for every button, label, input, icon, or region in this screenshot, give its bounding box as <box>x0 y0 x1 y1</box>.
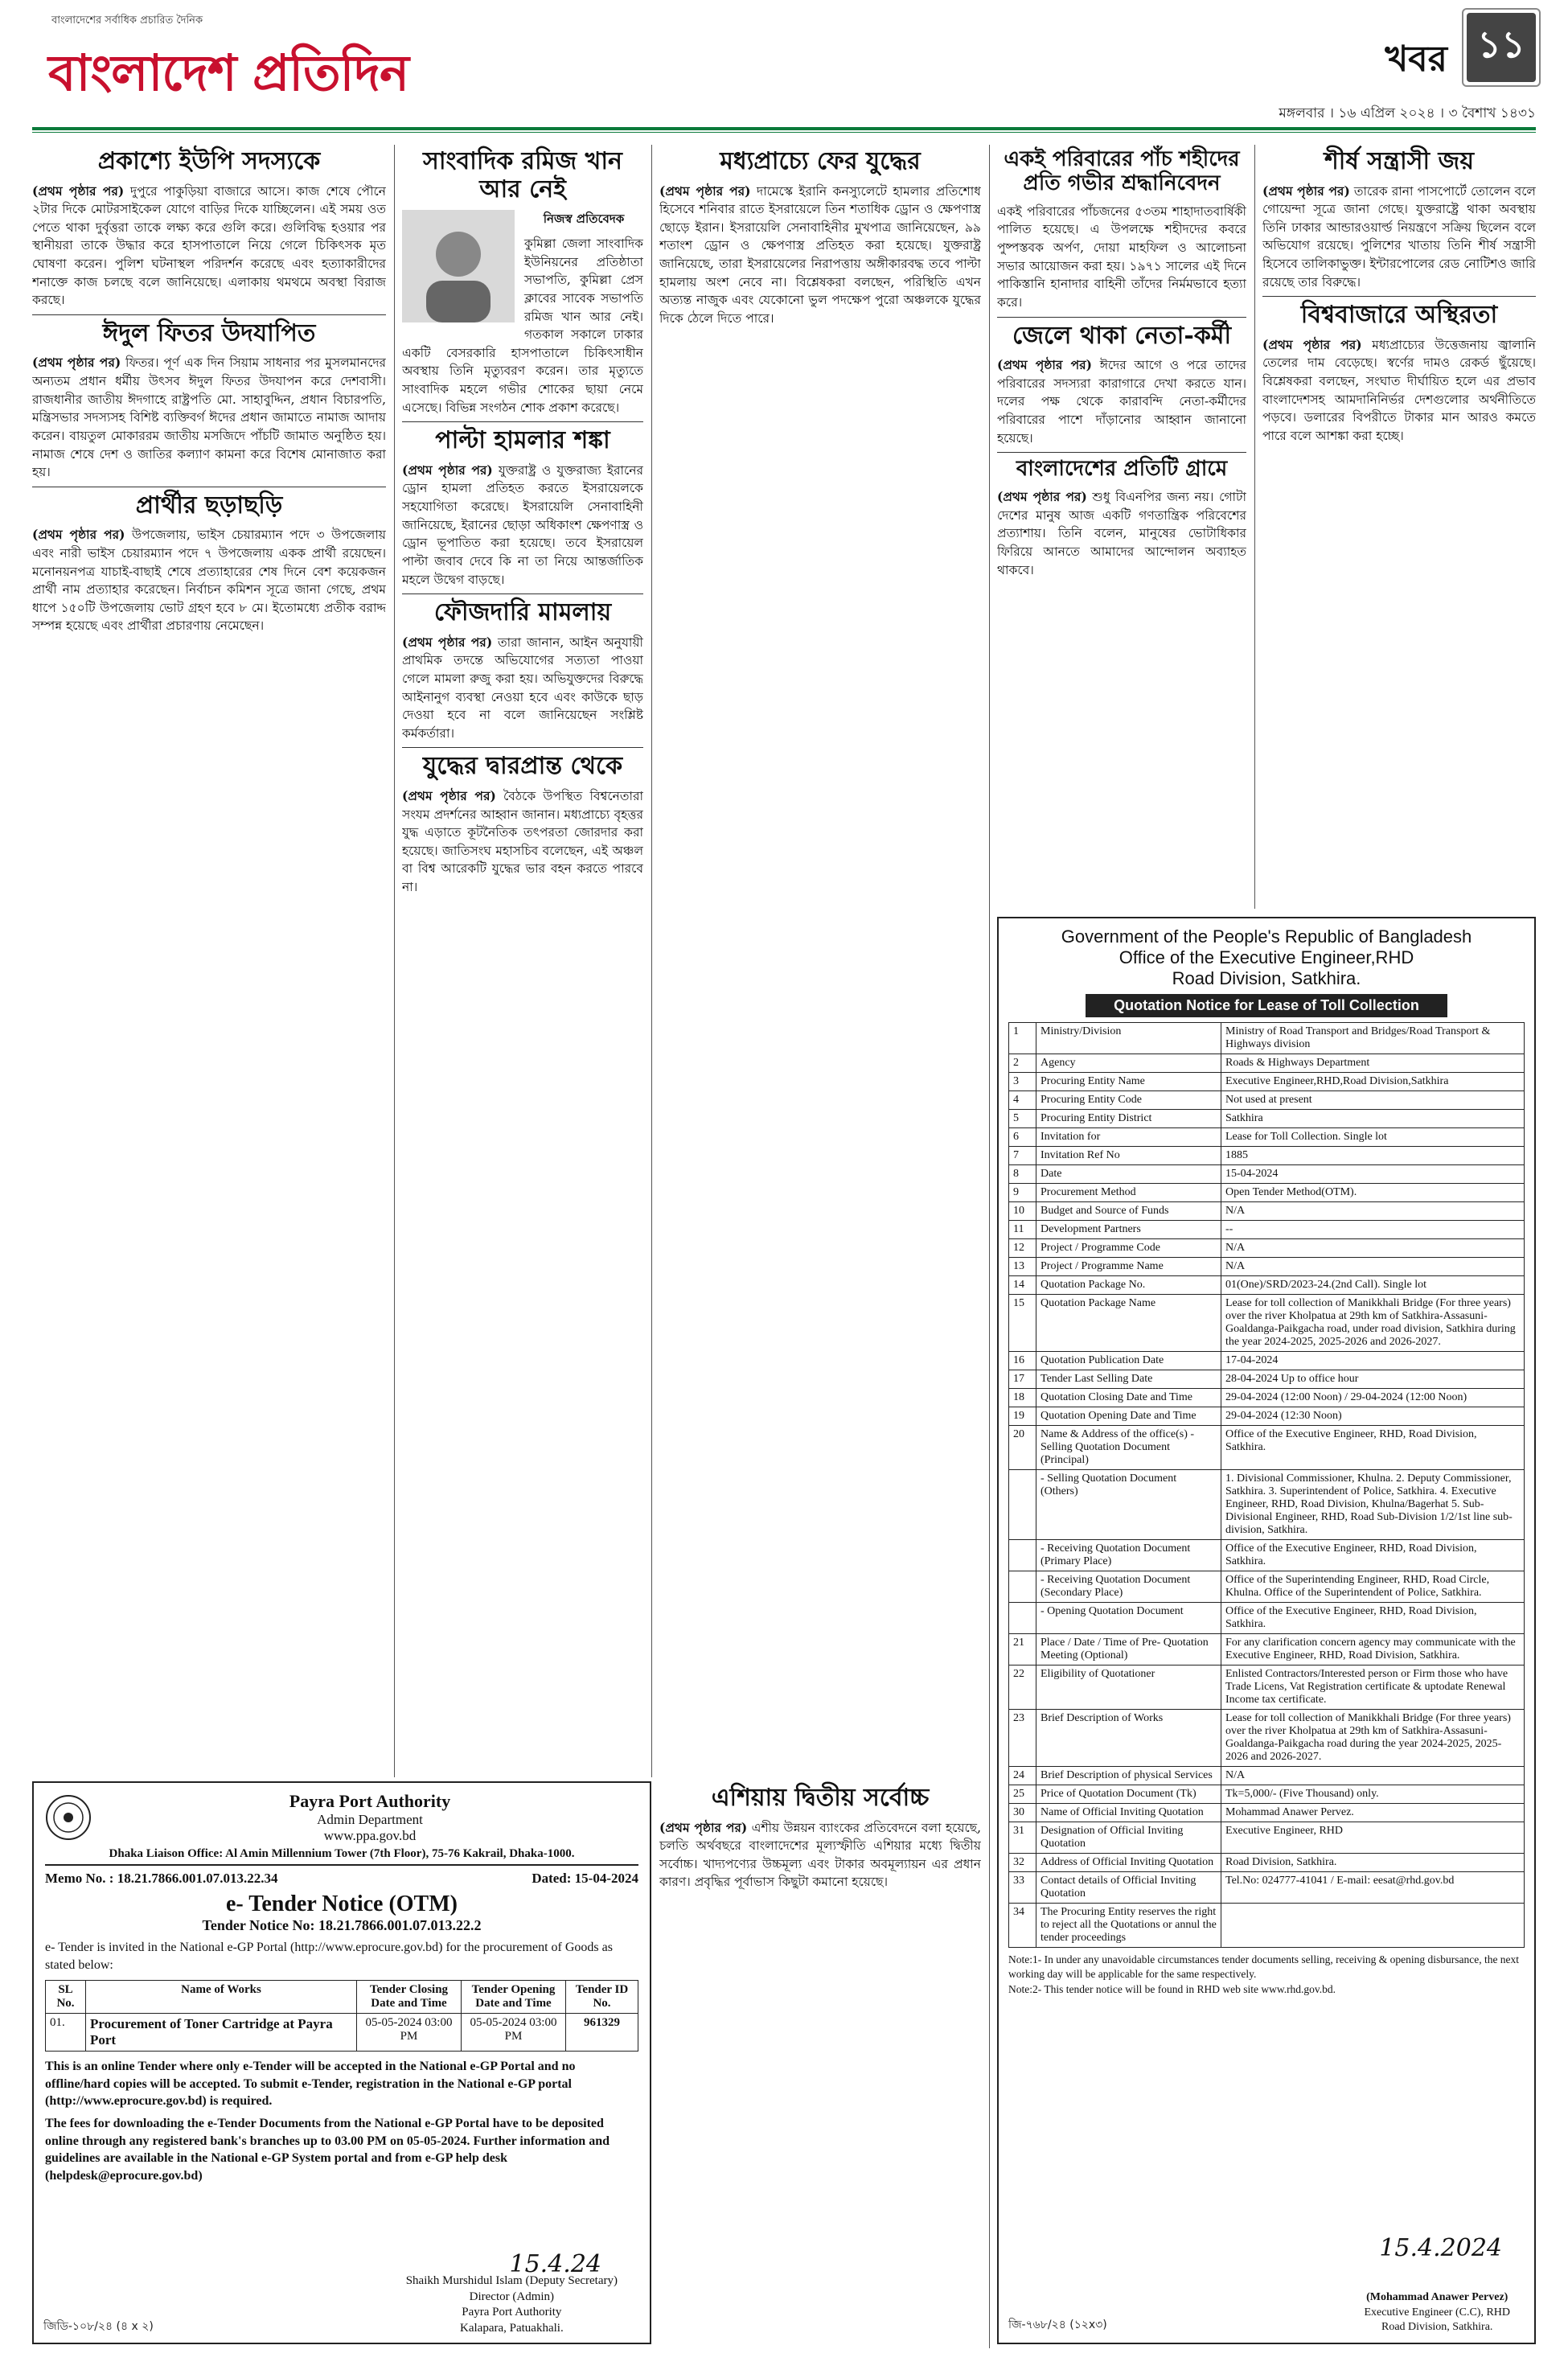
cell: N/A <box>1221 1239 1525 1258</box>
headline: যুদ্ধের দ্বারপ্রান্ত থেকে <box>422 752 623 781</box>
logo-wordmark: বাংলাদেশ প্রতিদিন <box>48 43 408 102</box>
article-up-member[interactable] <box>32 148 386 310</box>
cell: 9 <box>1009 1184 1036 1202</box>
cell: 19 <box>1009 1407 1036 1426</box>
ad-code: জিডি-১০৮/২৪ (৪ x ২) <box>43 2320 154 2333</box>
cell: -- <box>1221 1221 1525 1239</box>
quotation-table <box>1008 1022 1525 1948</box>
ad-website-link[interactable]: www.ppa.gov.bd <box>323 1828 417 1843</box>
signature-date: 15.4.24 <box>509 2250 601 2278</box>
signer-block <box>1364 2290 1510 2335</box>
signer-name: (Mohammad Anawer Pervez) <box>1366 2291 1508 2304</box>
cell: Tk=5,000/- (Five Thousand) only. <box>1221 1785 1525 1804</box>
column-1 <box>32 145 386 1777</box>
cell: Procurement Method <box>1036 1184 1221 1202</box>
article-body: ঈদের আগে ও পরে তাদের পরিবারের সদস্যরা কারাগারে দেখা করতে যান। দলের পক্ষ থেকে কারাবন্দি নেতা-কর্মীদের পরিবারের পাশে দাঁড়ানোর আহ্বান জানানো হয়েছে। <box>997 358 1246 446</box>
cell: Roads & Highways Department <box>1221 1054 1525 1073</box>
table-row <box>1009 1110 1525 1128</box>
cell: Project / Programme Name <box>1036 1258 1221 1276</box>
col-header: Name of Works <box>86 1981 357 2014</box>
cell: Brief Description of physical Services <box>1036 1767 1221 1785</box>
cell: 32 <box>1009 1854 1036 1872</box>
table-row <box>1009 1804 1525 1822</box>
col-header: Tender Closing Date and Time <box>357 1981 462 2014</box>
cell: 29-04-2024 (12:30 Noon) <box>1221 1407 1525 1426</box>
table-row <box>1009 1276 1525 1295</box>
table-row <box>1009 1540 1525 1571</box>
cell <box>1009 1603 1036 1634</box>
logo-tagline: বাংলাদেশের সর্বাধিক প্রচারিত দৈনিক <box>51 14 203 27</box>
signer-place: Road Division, Satkhira. <box>1381 2320 1493 2333</box>
divider <box>402 421 643 422</box>
cell: Procuring Entity District <box>1036 1110 1221 1128</box>
cell: 33 <box>1009 1872 1036 1904</box>
cell: 16 <box>1009 1352 1036 1370</box>
cell: Date <box>1036 1165 1221 1184</box>
cell: 1 <box>1009 1023 1036 1054</box>
cell: N/A <box>1221 1258 1525 1276</box>
cell: 22 <box>1009 1665 1036 1710</box>
masthead <box>0 0 1568 145</box>
article-body: একই পরিবারের পাঁচজনের ৫৩তম শাহাদাতবার্ষিকী পালিত হয়েছে। এ উপলক্ষে শহীদদের কবরে পুষ্পস্তবক অর্পণ, দোয়া মাহফিল ও আলোচনা সভার আয়োজন করা হয়। ১৯৭১ সালের এই দিনে পাকিস্তানি হানাদার বাহিনী তাঁদের নির্মমভাবে হত্যা করে। <box>997 203 1246 310</box>
headline: জেলে থাকা নেতা-কর্মী <box>1012 321 1232 350</box>
table-row <box>1009 1665 1525 1710</box>
headline: প্রকাশ্যে ইউপি সদস্যকে <box>97 147 321 175</box>
divider <box>32 314 386 315</box>
table-row <box>1009 1258 1525 1276</box>
ad-office: Office of the Executive Engineer,RHD <box>1119 947 1414 967</box>
table-row <box>1009 1128 1525 1147</box>
signature-date: 15.4.2024 <box>1379 2234 1502 2262</box>
ad-header <box>45 1791 638 1844</box>
article-obituary[interactable] <box>402 148 643 417</box>
article-village[interactable] <box>997 458 1246 579</box>
cell <box>1009 1540 1036 1571</box>
continuation-label: (প্রথম পৃষ্ঠার পর) <box>402 787 496 803</box>
column-5 <box>1262 145 1536 909</box>
cell: 18 <box>1009 1389 1036 1407</box>
cell: Brief Description of Works <box>1036 1710 1221 1767</box>
article-candidate[interactable] <box>32 492 386 635</box>
article-body: যুক্তরাষ্ট্র ও যুক্তরাজ্য ইরানের ড্রোন হামলা প্রতিহত করতে ইসরায়েলকে সহযোগিতা করেছে। ইসরায়েলি সেনাবাহিনী জানিয়েছে, ইরানের ছোড়া অধিকাংশ ক্ষেপণাস্ত্র ও ড্রোন ভূপাতিত করা হয়েছে। তবে ইসরায়েল পাল্টা জবাব দেবে কি না তা নিয়ে আন্তর্জাতিক মহলে উদ্বেগ বাড়ছে। <box>402 462 643 587</box>
ad-dept: Admin Department <box>317 1812 423 1827</box>
memo-number: Memo No. : 18.21.7866.001.07.013.22.34 <box>45 1871 278 1886</box>
cell: Executive Engineer,RHD,Road Division,Satkhira <box>1221 1073 1525 1091</box>
masthead-rule <box>32 127 1536 130</box>
table-row <box>1009 1239 1525 1258</box>
continuation-label: (প্রথম পৃষ্ঠার পর) <box>32 527 125 543</box>
cell: Price of Quotation Document (Tk) <box>1036 1785 1221 1804</box>
cell: Invitation Ref No <box>1036 1147 1221 1165</box>
column-divider <box>394 145 395 1777</box>
cell: Eligibility of Quotationer <box>1036 1665 1221 1710</box>
table-row <box>1009 1147 1525 1165</box>
cell: Procuring Entity Name <box>1036 1073 1221 1091</box>
cell: Designation of Official Inviting Quotation <box>1036 1822 1221 1854</box>
cell: Open Tender Method(OTM). <box>1221 1184 1525 1202</box>
table-row <box>1009 1767 1525 1785</box>
cell: Procurement of Toner Cartridge at Payra Port <box>86 2014 357 2052</box>
tender-note-2: The fees for downloading the e-Tender Documents from the National e-GP Portal have to be deposited online through any registered bank's branches up to 03.00 PM on 05-05-2024. Further information and guidelines are available in the National e-GP System portal and from e-GP help desk (helpdesk@eprocure.gov.bd) <box>45 2116 610 2183</box>
continuation-label: (প্রথম পৃষ্ঠার পর) <box>1262 336 1362 352</box>
article-body: তারা জানান, আইন অনুযায়ী প্রাথমিক তদন্তে অভিযোগের সত্যতা পাওয়া গেলে মামলা রুজু করা হয়। অভিযুক্তদের বিরুদ্ধে আইনানুগ ব্যবস্থা নেওয়া হবে এবং কাউকে ছাড় দেওয়া হবে না বলে জানিয়েছেন সংশ্লিষ্ট কর্মকর্তারা। <box>402 635 643 741</box>
cell: Place / Date / Time of Pre- Quotation Meeting (Optional) <box>1036 1634 1221 1665</box>
cell: Quotation Closing Date and Time <box>1036 1389 1221 1407</box>
continuation-label: (প্রথম পৃষ্ঠার পর) <box>402 634 493 650</box>
cell: 01. <box>46 2014 86 2052</box>
table-row <box>1009 1184 1525 1202</box>
cell: 20 <box>1009 1426 1036 1470</box>
cell: Office of the Executive Engineer, RHD, Road Division, Satkhira. <box>1221 1540 1525 1571</box>
cell: - Opening Quotation Document <box>1036 1603 1221 1634</box>
headline: এশিয়ায় দ্বিতীয় সর্বোচ্চ <box>711 1784 930 1812</box>
cell: The Procuring Entity reserves the right to reject all the Quotations or annul the tender proceedings <box>1036 1904 1221 1948</box>
dateline: মঙ্গলবার । ১৬ এপ্রিল ২০২৪ । ৩ বৈশাখ ১৪৩১ <box>1279 105 1536 121</box>
column-4 <box>997 145 1246 909</box>
cell: 2 <box>1009 1054 1036 1073</box>
cell: - Selling Quotation Document (Others) <box>1036 1470 1221 1540</box>
ad-org-name: Payra Port Authority <box>289 1791 451 1811</box>
cell: 1. Divisional Commissioner, Khulna. 2. Deputy Commissioner, Satkhira. 3. Superintendent of Police, Satkhira. 4. Executive Engineer, RHD, Road Division, Khulna/Bagerhat 5. Sub-Divisional Engineer, RHD, Road Sub-Division 1/2/1st line sub-division, Satkhira. <box>1221 1470 1525 1540</box>
continuation-label: (প্রথম পৃষ্ঠার পর) <box>659 183 751 199</box>
table-row <box>1009 1295 1525 1352</box>
cell: Not used at present <box>1221 1091 1525 1110</box>
headline: মধ্যপ্রাচ্যে ফের যুদ্ধের <box>720 147 921 175</box>
cell: Quotation Publication Date <box>1036 1352 1221 1370</box>
cell: Quotation Package No. <box>1036 1276 1221 1295</box>
signer-name: Shaikh Murshidul Islam (Deputy Secretary) <box>405 2274 618 2287</box>
cell: For any clarification concern agency may communicate with the Executive Engineer, RHD, Road Division, Satkhira. <box>1221 1634 1525 1665</box>
signer-org: Payra Port Authority <box>462 2306 562 2319</box>
column-2 <box>402 145 643 1777</box>
headline: বাংলাদেশের প্রতিটি গ্রামে <box>1016 457 1228 482</box>
cell: 28-04-2024 Up to office hour <box>1221 1370 1525 1389</box>
article-middleeast[interactable] <box>659 148 981 328</box>
column-3 <box>659 145 981 1785</box>
cell: N/A <box>1221 1202 1525 1221</box>
byline: নিজস্ব প্রতিবেদক <box>543 212 625 226</box>
article-body: এশীয় উন্নয়ন ব্যাংকের প্রতিবেদনে বলা হয়েছে, চলতি অর্থবছরে বাংলাদেশের মূল্যস্ফীতি এশিয়ার মধ্যে দ্বিতীয় সর্বোচ্চ। খাদ্যপণ্যের উচ্চমূল্য এবং টাকার অবমূল্যায়ন এর প্রধান কারণ। প্রবৃদ্ধির পূর্বাভাস কিছুটা কমানো হয়েছে। <box>659 1820 981 1890</box>
cell: N/A <box>1221 1767 1525 1785</box>
headline: পাল্টা হামলার শঙ্কা <box>435 426 610 455</box>
table-row <box>1009 1426 1525 1470</box>
article-family[interactable] <box>997 148 1246 312</box>
table-row <box>1009 1202 1525 1221</box>
cell: 34 <box>1009 1904 1036 1948</box>
cell: Development Partners <box>1036 1221 1221 1239</box>
headline: শীর্ষ সন্ত্রাসী জয় <box>1324 147 1475 175</box>
cell: 29-04-2024 (12:00 Noon) / 29-04-2024 (12:00 Noon) <box>1221 1389 1525 1407</box>
ad-division: Road Division, Satkhira. <box>1172 968 1361 988</box>
cell: 3 <box>1009 1073 1036 1091</box>
tender-table <box>45 1980 638 2052</box>
ad-liaison: Dhaka Liaison Office: Al Amin Millennium Tower (7th Floor), 75-76 Kakrail, Dhaka-1000. <box>45 1847 638 1866</box>
cell: Road Division, Satkhira. <box>1221 1854 1525 1872</box>
cell: Quotation Opening Date and Time <box>1036 1407 1221 1426</box>
cell: - Receiving Quotation Document (Secondary Place) <box>1036 1571 1221 1603</box>
cell: 17 <box>1009 1370 1036 1389</box>
article-eid[interactable] <box>32 320 386 482</box>
tender-number: Tender Notice No: 18.21.7866.001.07.013.22.2 <box>202 1917 482 1933</box>
cell: 15 <box>1009 1295 1036 1352</box>
cell: Enlisted Contractors/Interested person or Firm those who have Trade Licens, Vat Registration certificate & uptodate Renewal Income tax certificate. <box>1221 1665 1525 1710</box>
cell: - Receiving Quotation Document (Primary Place) <box>1036 1540 1221 1571</box>
table-row <box>1009 1634 1525 1665</box>
cell: Satkhira <box>1221 1110 1525 1128</box>
cell: 14 <box>1009 1276 1036 1295</box>
ad-code: জি-৭৬৮/২৪ (১২x৩) <box>1008 2319 1107 2331</box>
article-war[interactable] <box>402 753 643 896</box>
cell: 15-04-2024 <box>1221 1165 1525 1184</box>
continuation-label: (প্রথম পৃষ্ঠার পর) <box>32 183 125 199</box>
cell: Procuring Entity Code <box>1036 1091 1221 1110</box>
tender-intro: e- Tender is invited in the National e-GP Portal (http://www.eprocure.gov.bd) for the procurement of Goods as stated below: <box>45 1941 613 1972</box>
table-row <box>1009 1872 1525 1904</box>
cell: Office of the Superintending Engineer, RHD, Road Circle, Khulna. Office of the Superintendent of Police, Satkhira. <box>1221 1571 1525 1603</box>
table-row <box>1009 1822 1525 1854</box>
column-3-bottom <box>659 1781 981 2344</box>
table-header-row <box>46 1981 638 2014</box>
column-divider <box>989 145 990 2348</box>
page-number-badge: ১১ <box>1467 13 1536 82</box>
signer-title: Executive Engineer (C.C), RHD <box>1364 2306 1510 2319</box>
divider <box>997 317 1246 318</box>
masthead-rule-thin <box>32 132 1536 133</box>
table-row <box>1009 1073 1525 1091</box>
table-row <box>1009 1470 1525 1540</box>
cell: 05-05-2024 03:00 PM <box>357 2014 462 2052</box>
article-body: উপজেলায়, ভাইস চেয়ারম্যান পদে ৩ উপজেলায় এবং নারী ভাইস চেয়ারম্যান পদে ৭ উপজেলায় একক প্রার্থী রয়েছেন। মনোনয়নপত্র যাচাই-বাছাই শেষে প্রত্যাহারের শেষ দিনে বেশ কয়েকজন প্রার্থী নাম প্রত্যাহার করেছেন। নির্বাচন কমিশন সূত্রে জানা গেছে, প্রথম ধাপে ১৫০টি উপজেলায় ভোট গ্রহণ হবে ৮ মে। ইতোমধ্যে প্রতীক বরাদ্দ সম্পন্ন হয়েছে এবং প্রার্থীরা প্রচারণায় নেমেছেন। <box>32 528 386 634</box>
table-row <box>1009 1854 1525 1872</box>
continuation-label: (প্রথম পৃষ্ঠার পর) <box>659 1819 748 1835</box>
cell: 8 <box>1009 1165 1036 1184</box>
article-palta[interactable] <box>402 427 643 589</box>
continuation-label: (প্রথম পৃষ্ঠার পর) <box>997 357 1093 373</box>
cell: 25 <box>1009 1785 1036 1804</box>
cell: Ministry/Division <box>1036 1023 1221 1054</box>
cell: 21 <box>1009 1634 1036 1665</box>
table-row <box>1009 1904 1525 1948</box>
table-row <box>1009 1389 1525 1407</box>
tender-title: e- Tender Notice (OTM) <box>226 1891 458 1916</box>
headline: সাংবাদিক রমিজ খান আর নেই <box>423 147 622 203</box>
cell: Office of the Executive Engineer, RHD, Road Division, Satkhira. <box>1221 1426 1525 1470</box>
cell: Tender Last Selling Date <box>1036 1370 1221 1389</box>
article-asia[interactable] <box>659 1785 981 1891</box>
col-header: SL No. <box>46 1981 86 2014</box>
cell: 23 <box>1009 1710 1036 1767</box>
cell: Ministry of Road Transport and Bridges/Road Transport & Highways division <box>1221 1023 1525 1054</box>
section-name: খবর <box>1385 39 1447 80</box>
continuation-label: (প্রথম পৃষ্ঠার পর) <box>402 462 493 478</box>
article-body: কুমিল্লা জেলা সাংবাদিক ইউনিয়নের প্রতিষ্ঠাতা সভাপতি, কুমিল্লা প্রেস ক্লাবের সাবেক সভাপতি রমিজ খান আর নেই। গতকাল সকালে ঢাকার একটি বেসরকারি হাসপাতালে চিকিৎসাধীন অবস্থায় তিনি মৃত্যুবরণ করেন। তার মৃত্যুতে সাংবাদিক মহলে গভীর শোকের ছায়া নেমে এসেছে। বিভিন্ন সংগঠন শোক প্রকাশ করেছে। <box>402 236 643 415</box>
cell: 4 <box>1009 1091 1036 1110</box>
cell: Mohammad Anawer Pervez. <box>1221 1804 1525 1822</box>
col-header: Tender Opening Date and Time <box>462 1981 566 2014</box>
continuation-label: (প্রথম পৃষ্ঠার পর) <box>32 355 121 371</box>
table-row <box>1009 1370 1525 1389</box>
ad-payra-port[interactable] <box>32 1781 651 2344</box>
signer-block <box>406 2273 618 2336</box>
column-divider <box>651 145 652 1777</box>
newspaper-logo[interactable] <box>48 6 418 143</box>
cell: Lease for Toll Collection. Single lot <box>1221 1128 1525 1147</box>
cell: 11 <box>1009 1221 1036 1239</box>
continuation-label: (প্রথম পৃষ্ঠার পর) <box>997 489 1087 505</box>
table-row <box>1009 1221 1525 1239</box>
cell: 1885 <box>1221 1147 1525 1165</box>
article-terror[interactable] <box>1262 148 1536 291</box>
cell: Office of the Executive Engineer, RHD, Road Division, Satkhira. <box>1221 1603 1525 1634</box>
divider <box>1262 296 1536 297</box>
signer-place: Kalapara, Patuakhali. <box>460 2321 564 2335</box>
emblem-icon <box>45 1794 92 1841</box>
signer-title: Director (Admin) <box>469 2290 555 2303</box>
table-row <box>46 2014 638 2052</box>
article-body: দুপুরে পাকুড়িয়া বাজারে আসে। কাজ শেষে পৌনে ২টার দিকে মোটরসাইকেল যোগে বাড়ির দিকে যাচ্ছিলেন। এই সময় ওত পেতে থাকা দুর্বৃত্তরা তাকে লক্ষ্য করে গুলি করে। গুলিবিদ্ধ হওয়ার পর স্থানীয়রা তাকে উদ্ধার করে হাসপাতালে নিয়ে গেলে চিকিৎসক মৃত ঘোষণা করেন। পুলিশ ঘটনাস্থল পরিদর্শন করেছে এবং হত্যাকারীদের শনাক্তে কাজ চলছে বলে জানিয়েছে। এলাকায় থমথমে অবস্থা বিরাজ করছে। <box>32 183 386 308</box>
table-row <box>1009 1023 1525 1054</box>
article-body: বৈঠকে উপস্থিত বিশ্বনেতারা সংযম প্রদর্শনের আহ্বান জানান। মধ্যপ্রাচ্যে বৃহত্তর যুদ্ধ এড়াতে কূটনৈতিক তৎপরতা জোরদার করা হয়েছে। জাতিসংঘ মহাসচিব বলেছেন, এই অঞ্চল বা বিশ্ব আরেকটি যুদ্ধের ভার বহন করতে পারবে না। <box>402 788 643 894</box>
cell: 10 <box>1009 1202 1036 1221</box>
headline: একই পরিবারের পাঁচ শহীদের প্রতি গভীর শ্রদ্ধানিবেদন <box>1004 147 1240 195</box>
table-row <box>1009 1571 1525 1603</box>
cell <box>1221 1904 1525 1948</box>
table-row <box>1009 1710 1525 1767</box>
cell: Lease for toll collection of Manikkhali Bridge (For three years) over the river Kholpatua at 29th km of Satkhira-Assasuni-Goaldanga-Paikgacha road during the year 2024-2025, 2025-2026 and 2026-2027. <box>1221 1710 1525 1767</box>
cell: Lease for toll collection of Manikkhali Bridge (For three years) over the river Kholpatua at 29th km of Satkhira-Assasuni-Goaldanga-Paikgacha road, under road division, Satkhira during the year 2024-2025, 2025-2026 and 2026-2027. <box>1221 1295 1525 1352</box>
cell: 31 <box>1009 1822 1036 1854</box>
cell: Tel.No: 024777-41041 / E-mail: eesat@rhd.gov.bd <box>1221 1872 1525 1904</box>
tender-note-1: This is an online Tender where only e-Tender will be accepted in the National e-GP Portal and no offline/hard copies will be accepted. To submit e-Tender, registration in the National e-GP portal (http://www.eprocure.gov.bd) is required. <box>45 2060 576 2109</box>
article-body: ফিতর। পূর্ণ এক দিন সিয়াম সাধনার পর মুসলমানদের অন্যতম প্রধান ধর্মীয় উৎসব ঈদুল ফিতর উদযাপন করে দেশবাসী। রাজধানীর জাতীয় ঈদগাহে রাষ্ট্রপতি মো. সাহাবুদ্দিন, প্রধান বিচারপতি, মন্ত্রিসভার সদস্যসহ বিশিষ্ট ব্যক্তিবর্গ ঈদের প্রধান জামাতে নামাজ আদায় করেন। বায়তুল মোকাররম জাতীয় মসজিদে পাঁচটি জামাত অনুষ্ঠিত হয়। নামাজ শেষে দেশ ও জাতির কল্যাণ কামনা করে বিশেষ মোনাজাত করা হয়। <box>32 355 386 480</box>
cell <box>1009 1470 1036 1540</box>
divider <box>997 452 1246 453</box>
table-row <box>1009 1165 1525 1184</box>
cell: Invitation for <box>1036 1128 1221 1147</box>
cell: 961329 <box>566 2014 638 2052</box>
headline: ফৌজদারি মামলায় <box>433 598 612 627</box>
memo-date: Dated: 15-04-2024 <box>532 1871 638 1886</box>
headline: প্রার্থীর ছড়াছড়ি <box>135 491 283 520</box>
col-header: Tender ID No. <box>566 1981 638 2014</box>
article-body: দামেস্কে ইরানি কনস্যুলেটে হামলার প্রতিশোধ হিসেবে শনিবার রাতে ইসরায়েলে তিন শতাধিক ড্রোন ও ক্ষেপণাস্ত্র ছোড়ে ইরান। ইসরায়েলি সেনাবাহিনীর মুখপাত্র জানিয়েছেন, ৯৯ শতাংশ ড্রোন ও ক্ষেপণাস্ত্র প্রতিহত করা হয়েছে। যুক্তরাষ্ট্র জানিয়েছে, তারা ইসরায়েলের নিরাপত্তায় অঙ্গীকারবদ্ধ তবে পাল্টা হামলায় অংশ নেবে না। বিশ্লেষকরা বলছেন, পরিস্থিতি এখন অত্যন্ত নাজুক এবং যেকোনো ভুল পদক্ষেপ পুরো অঞ্চলকে যুদ্ধের দিকে ঠেলে দিতে পারে। <box>659 183 981 326</box>
headline: ঈদুল ফিতর উদযাপিত <box>102 318 316 347</box>
portrait-icon <box>402 210 515 322</box>
cell: Executive Engineer, RHD <box>1221 1822 1525 1854</box>
table-row <box>1009 1407 1525 1426</box>
ad-rhd-quotation[interactable] <box>997 917 1536 2344</box>
article-market[interactable] <box>1262 302 1536 445</box>
quotation-note-2: Note:2- This tender notice will be found in RHD web site www.rhd.gov.bd. <box>1008 1983 1336 1996</box>
cell: Budget and Source of Funds <box>1036 1202 1221 1221</box>
divider <box>402 747 643 748</box>
column-divider <box>1254 145 1255 909</box>
article-jailed[interactable] <box>997 322 1246 448</box>
article-body: তারেক রানা পাসপোর্টে তোলেন বলে গোয়েন্দা সূত্রে জানা গেছে। যুক্তরাষ্ট্রে থাকা অবস্থায় তিনি ঢাকার আন্ডারওয়ার্ল্ড নিয়ন্ত্রণে সক্রিয় ছিলেন বলে অভিযোগ রয়েছে। পুলিশের খাতায় তিনি শীর্ষ সন্ত্রাসী হিসেবে তালিকাভুক্ত। ইন্টারপোলের রেড নোটিশও জারি রয়েছে তার বিরুদ্ধে। <box>1262 183 1536 290</box>
table-row <box>1009 1091 1525 1110</box>
cell: Name & Address of the office(s) - Selling Quotation Document (Principal) <box>1036 1426 1221 1470</box>
ad-gov: Government of the People's Republic of Bangladesh <box>1061 926 1472 947</box>
cell: Address of Official Inviting Quotation <box>1036 1854 1221 1872</box>
cell: 17-04-2024 <box>1221 1352 1525 1370</box>
cell: 6 <box>1009 1128 1036 1147</box>
cell: Project / Programme Code <box>1036 1239 1221 1258</box>
cell: 12 <box>1009 1239 1036 1258</box>
article-body: মধ্যপ্রাচ্যের উত্তেজনায় জ্বালানি তেলের দাম বেড়েছে। স্বর্ণের দামও রেকর্ড ছুঁয়েছে। বিশ্লেষকরা বলছেন, সংঘাত দীর্ঘায়িত হলে এর প্রভাব বাংলাদেশসহ আমদানিনির্ভর দেশগুলোর অর্থনীতিতে পড়বে। ডলারের বিপরীতে টাকার মান আরও কমতে পারে বলে আশঙ্কা করা হচ্ছে। <box>1262 337 1536 443</box>
headline: বিশ্ববাজারে অস্থিরতা <box>1300 301 1498 330</box>
article-body: শুধু বিএনপির জন্য নয়। গোটা দেশের মানুষ আজ একটি গণতান্ত্রিক পরিবেশের প্রত্যাশায়। তিনি বলেন, মানুষের ভোটাধিকার ফিরিয়ে আনতে আমাদের আন্দোলন অব্যাহত থাকবে। <box>997 490 1246 577</box>
cell: 5 <box>1009 1110 1036 1128</box>
article-criminal[interactable] <box>402 599 643 742</box>
table-row <box>1009 1352 1525 1370</box>
cell: 30 <box>1009 1804 1036 1822</box>
cell: 24 <box>1009 1767 1036 1785</box>
cell: Quotation Package Name <box>1036 1295 1221 1352</box>
quotation-title: Quotation Notice for Lease of Toll Collection <box>1086 994 1447 1017</box>
table-row <box>1009 1603 1525 1634</box>
cell: 05-05-2024 03:00 PM <box>462 2014 566 2052</box>
continuation-label: (প্রথম পৃষ্ঠার পর) <box>1262 183 1350 199</box>
cell: 7 <box>1009 1147 1036 1165</box>
table-row <box>1009 1054 1525 1073</box>
portrait-photo <box>402 210 515 322</box>
cell: 13 <box>1009 1258 1036 1276</box>
cell: Agency <box>1036 1054 1221 1073</box>
cell: Name of Official Inviting Quotation <box>1036 1804 1221 1822</box>
cell: Contact details of Official Inviting Quotation <box>1036 1872 1221 1904</box>
quotation-note-1: Note:1- In under any unavoidable circumstances tender documents selling, receiving & opening disbursance, the next working day will be applicable for the same respectively. <box>1008 1953 1520 1980</box>
cell: 01(One)/SRD/2023-24.(2nd Call). Single lot <box>1221 1276 1525 1295</box>
table-row <box>1009 1785 1525 1804</box>
cell <box>1009 1571 1036 1603</box>
